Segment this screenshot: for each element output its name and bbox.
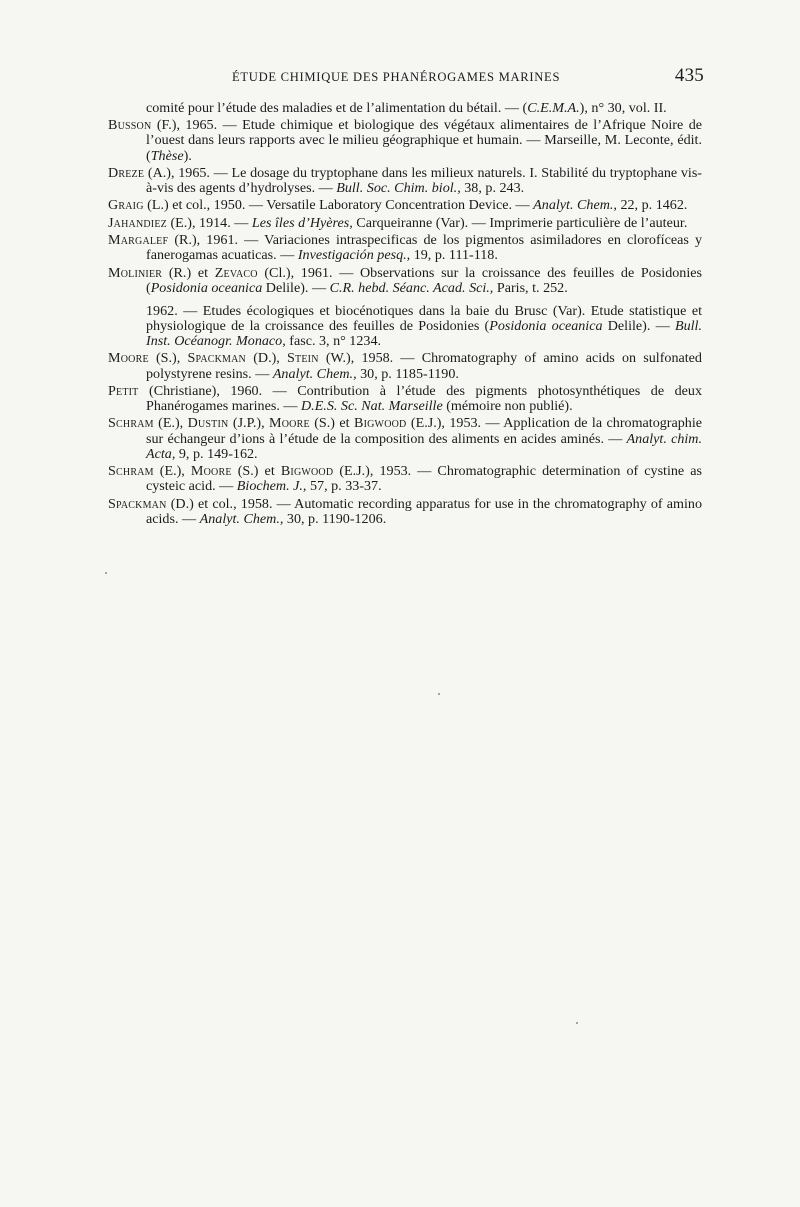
reference-text: (E.), [153, 415, 188, 432]
reference-entry [108, 351, 702, 381]
reference-entry [108, 118, 702, 163]
author-name: Spackman [187, 350, 246, 367]
reference-text: 38, p. 243. [460, 180, 525, 197]
author-name: Spackman [108, 495, 167, 512]
reference-text: (mémoire non publié). [442, 398, 573, 415]
author-name: Dreze [108, 164, 145, 181]
italic-title: Analyt. Chem., [199, 510, 284, 527]
running-head [100, 66, 710, 90]
reference-entry [108, 233, 702, 263]
reference-entry [108, 497, 702, 527]
reference-continuation [108, 101, 702, 116]
reference-text: (R.), 1961. — Variaciones intraspecificas de los pigmentos asimiladores en clorofíceas y fanerogamas acuaticas. — [146, 232, 702, 264]
reference-text: (E.J.), 1953. — Chromatographic determination of cystine as cysteic acid. — [146, 463, 702, 495]
author-name: Petit [108, 382, 139, 399]
reference-text: fasc. 3, n° 1234. [285, 333, 382, 350]
italic-title: Posidonia oceanica [150, 279, 263, 296]
running-head-title: ÉTUDE CHIMIQUE DES PHANÉROGAMES MARINES [232, 70, 561, 84]
italic-title: Bull. Soc. Chim. biol., [336, 180, 461, 197]
print-speck [438, 693, 440, 695]
author-name: Bigwood [280, 463, 334, 480]
reference-text: (R.) et [162, 264, 215, 281]
author-name: Moore [269, 415, 310, 432]
reference-entry [108, 166, 702, 196]
italic-title: Analyt. chim. Acta, [146, 430, 702, 462]
reference-text: 30, p. 1190-1206. [283, 510, 387, 527]
reference-text: Paris, t. 252. [493, 279, 568, 296]
reference-text: comité pour l’étude des maladies et de l’alimentation du bétail. — ( [146, 100, 528, 116]
author-name: Schram [108, 415, 154, 432]
author-name: Schram [108, 463, 154, 480]
reference-entry [108, 464, 702, 494]
reference-entry [108, 384, 702, 414]
reference-text: (E.), [153, 463, 191, 480]
reference-text: (J.P.), [228, 415, 270, 432]
reference-text: ), n° 30, vol. II. [579, 100, 667, 116]
author-name: Moore [190, 463, 232, 480]
reference-text: (L.) et col., 1950. — Versatile Laboratory Concentration Device. — [143, 197, 534, 214]
reference-continuation [108, 304, 702, 349]
reference-text: (E.J.), 1953. — Application de la chromatographie sur échangeur d’ions à l’étude de la composition des aliments en acides aminés. — [146, 415, 703, 447]
italic-title: Thèse [150, 147, 184, 164]
reference-text: ). [183, 147, 192, 164]
reference-entry [108, 198, 702, 213]
reference-entry [108, 416, 702, 461]
italic-title: Investigación pesq., [297, 247, 411, 264]
reference-text: (Cl.), 1961. — Observations sur la croissance des feuilles de Posidonies ( [146, 264, 702, 296]
reference-text: 57, p. 33-37. [306, 478, 382, 495]
reference-entry [108, 266, 702, 296]
reference-text: 9, p. 149-162. [175, 445, 258, 462]
italic-title: Les îles d’Hyères, [251, 214, 353, 231]
reference-text: 19, p. 111-118. [410, 247, 498, 264]
reference-text: (Christiane), 1960. — Contribution à l’étude des pigments photosynthétiques de deux Phanérogames marines. — [138, 382, 702, 415]
author-name: Dustin [187, 415, 229, 432]
reference-text: (S.), [148, 350, 188, 367]
author-name: Graig [108, 197, 144, 214]
reference-text: 22, p. 1462. [616, 197, 688, 214]
reference-text: Delile). — [602, 318, 675, 334]
italic-title: Analyt. Chem., [272, 365, 357, 382]
reference-text: (E.), 1914. — [166, 214, 252, 231]
author-name: Molinier [108, 264, 163, 281]
italic-title: C.R. hebd. Séanc. Acad. Sci., [329, 279, 494, 296]
reference-text: (W.), 1958. — Chromatography of amino acids on sulfonated polystyrene resins. — [146, 350, 702, 382]
author-name: Stein [287, 350, 319, 367]
author-name: Margalef [108, 232, 169, 249]
reference-text: (D.), [245, 350, 288, 367]
reference-text: (D.) et col., 1958. — Automatic recording apparatus for use in the chromatography of amino acids. — [146, 495, 702, 527]
italic-title: Biochem. J., [236, 478, 307, 495]
author-name: Moore [108, 350, 149, 367]
reference-text: 1962. — Etudes écologiques et biocénotiques dans la baie du Brusc (Var). Etude statistique et physiologique de la croissance des feuilles de Posidonies ( [146, 302, 702, 334]
reference-text: Delile). — [262, 279, 330, 296]
author-name: Bigwood [354, 415, 407, 432]
author-name: Busson [108, 117, 152, 134]
italic-title: Analyt. Chem., [533, 197, 617, 214]
italic-title: Bull. Inst. Océanogr. Monaco, [146, 318, 702, 350]
reference-text: (A.), 1965. — Le dosage du tryptophane dans les milieux naturels. I. Stabilité du tryptophane vis-à-vis des agents d’hydrolyses. — [144, 164, 702, 197]
italic-title: C.E.M.A. [527, 100, 580, 116]
reference-text: (F.), 1965. — Etude chimique et biologique des végétaux alimentaires de l’Afrique Noire de l’ouest dans leurs rapports avec le milieu géographique et humain. — Marseille, M. Leconte, édit. ( [146, 117, 702, 164]
author-name: Jahandiez [108, 214, 167, 231]
reference-text: (S.) et [231, 463, 281, 480]
print-speck [105, 572, 107, 574]
print-speck [576, 1022, 578, 1024]
author-name: Zevaco [214, 264, 258, 281]
reference-text: (S.) et [309, 415, 354, 432]
italic-title: D.E.S. Sc. Nat. Marseille [301, 398, 443, 415]
page-number: 435 [674, 65, 704, 86]
reference-text: 30, p. 1185-1190. [356, 365, 459, 382]
reference-text: Carqueiranne (Var). — Imprimerie particulière de l’auteur. [352, 214, 688, 231]
italic-title: Posidonia oceanica [489, 318, 603, 334]
reference-entry [108, 216, 702, 231]
reference-list [108, 101, 702, 529]
